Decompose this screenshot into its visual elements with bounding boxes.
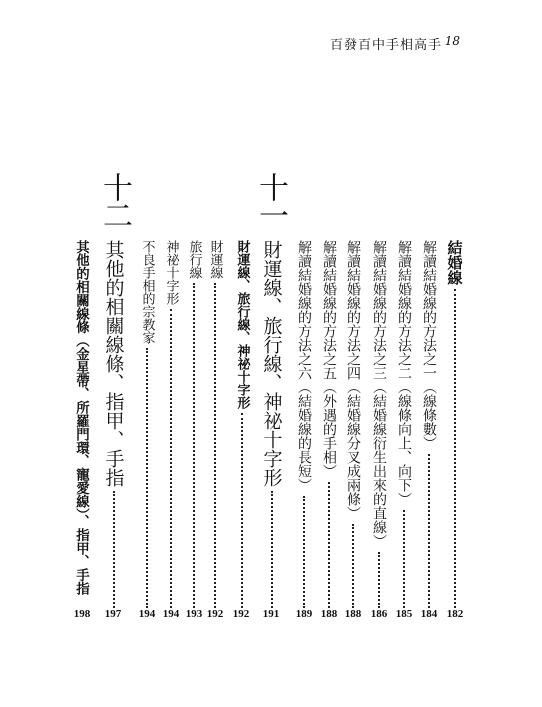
dot-leader bbox=[303, 496, 305, 608]
dot-leader bbox=[403, 510, 405, 608]
toc-entry[interactable] bbox=[231, 240, 253, 612]
toc-entry[interactable] bbox=[368, 240, 390, 612]
toc-entry-title: 不良手相的宗教家 bbox=[139, 240, 155, 344]
page-ref: 185 bbox=[395, 608, 413, 620]
dot-leader bbox=[214, 283, 216, 608]
toc-entry-title: 解讀結婚線的方法之一（線條數） bbox=[421, 240, 437, 450]
page-ref: 192 bbox=[232, 608, 250, 620]
toc-entry[interactable] bbox=[258, 240, 286, 612]
page-ref: 184 bbox=[420, 608, 438, 620]
page-ref: 198 bbox=[73, 608, 91, 620]
page-ref: 191 bbox=[262, 608, 280, 620]
dot-leader bbox=[454, 289, 456, 608]
page-ref: 182 bbox=[446, 608, 464, 620]
section-number: 十一 bbox=[253, 172, 288, 228]
toc-entry[interactable] bbox=[444, 240, 466, 612]
dot-leader bbox=[146, 348, 148, 608]
toc-entry-title: 旅行線 bbox=[186, 240, 202, 279]
toc-entry-title: 結婚線 bbox=[445, 240, 464, 285]
page-ref: 194 bbox=[162, 608, 180, 620]
toc-entry-title: 解讀結婚線的方法之四（結婚線分叉成兩條） bbox=[345, 240, 361, 520]
page-number: 18 bbox=[444, 34, 460, 48]
dot-leader bbox=[352, 524, 354, 608]
page-ref: 189 bbox=[295, 608, 313, 620]
toc-entry[interactable] bbox=[137, 240, 157, 612]
page-ref: 193 bbox=[185, 608, 203, 620]
page-ref: 192 bbox=[206, 608, 224, 620]
dot-leader bbox=[378, 552, 380, 608]
toc-entry-title: 解讀結婚線的方法之二（線條向上、向下） bbox=[396, 240, 412, 506]
toc-entry-title: 財運線、旅行線、神祕十字形 bbox=[234, 240, 250, 409]
toc-entry-title: 解讀結婚線的方法之六（結婚線的長短） bbox=[296, 240, 312, 492]
toc-entry-title: 解讀結婚線的方法之三（結婚線衍生出來的直線） bbox=[371, 240, 387, 548]
dot-leader bbox=[170, 309, 172, 608]
dot-leader bbox=[241, 413, 243, 608]
toc-entry[interactable] bbox=[318, 240, 340, 612]
toc-entry[interactable] bbox=[70, 240, 94, 612]
toc-entry-title: 其他的相關線條（金星帶、所羅門環、寵愛線）、指甲、手指 bbox=[73, 240, 90, 596]
toc-entry-title: 神祕十字形 bbox=[163, 240, 179, 305]
book-title: 百發百中手相高手 bbox=[329, 38, 442, 53]
toc-entry[interactable] bbox=[100, 240, 128, 612]
page-ref: 188 bbox=[344, 608, 362, 620]
page-ref: 197 bbox=[104, 608, 122, 620]
dot-leader bbox=[113, 491, 115, 608]
dot-leader bbox=[328, 482, 330, 608]
dot-leader bbox=[428, 454, 430, 608]
toc-entry[interactable] bbox=[418, 240, 440, 612]
toc-entry[interactable] bbox=[205, 240, 225, 612]
page-ref: 188 bbox=[320, 608, 338, 620]
toc-entry-title: 財運線、旅行線、神祕十字形 bbox=[260, 240, 283, 487]
page-ref: 194 bbox=[138, 608, 156, 620]
toc-entry[interactable] bbox=[293, 240, 315, 612]
toc-entry-title: 財運線 bbox=[207, 240, 223, 279]
toc-entry-title: 其他的相關線條、指甲、手指 bbox=[102, 240, 125, 487]
toc-entry-title: 解讀結婚線的方法之五（外遇的手相） bbox=[321, 240, 337, 478]
page-ref: 186 bbox=[370, 608, 388, 620]
dot-leader bbox=[271, 491, 273, 608]
toc-entry[interactable] bbox=[342, 240, 364, 612]
toc-entry[interactable] bbox=[393, 240, 415, 612]
page-header bbox=[0, 34, 542, 54]
toc-entry[interactable] bbox=[161, 240, 181, 612]
dot-leader bbox=[193, 283, 195, 608]
section-number: 十二 bbox=[97, 172, 132, 228]
toc-entry[interactable] bbox=[184, 240, 204, 612]
